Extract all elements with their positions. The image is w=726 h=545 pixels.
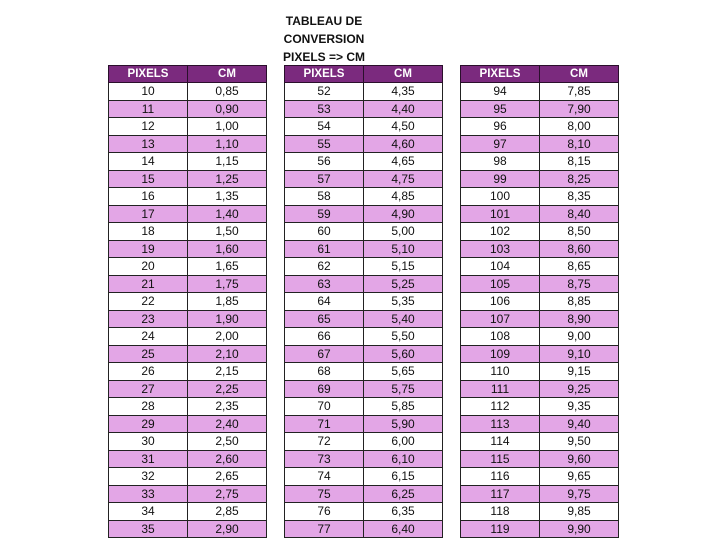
cm-cell: 4,75 <box>364 170 443 188</box>
table-row <box>461 170 619 188</box>
pixels-cell: 24 <box>109 328 188 346</box>
cm-cell: 8,85 <box>540 293 619 311</box>
table-row <box>461 328 619 346</box>
pixels-cell: 68 <box>285 363 364 381</box>
pixels-cell: 12 <box>109 118 188 136</box>
cm-cell: 4,35 <box>364 83 443 101</box>
pixels-cell: 60 <box>285 223 364 241</box>
pixels-cell: 75 <box>285 485 364 503</box>
cm-cell: 2,65 <box>188 468 267 486</box>
table-row <box>461 468 619 486</box>
cm-cell: 5,50 <box>364 328 443 346</box>
cm-cell: 2,10 <box>188 345 267 363</box>
cm-cell: 1,15 <box>188 153 267 171</box>
cm-cell: 2,40 <box>188 415 267 433</box>
pixels-cell: 26 <box>109 363 188 381</box>
table-row <box>285 468 443 486</box>
cm-cell: 2,00 <box>188 328 267 346</box>
cm-cell: 8,40 <box>540 205 619 223</box>
page-title <box>246 12 402 66</box>
pixels-cell: 32 <box>109 468 188 486</box>
conversion-table-3 <box>460 65 619 538</box>
table-row <box>109 170 267 188</box>
pixels-cell: 66 <box>285 328 364 346</box>
cm-cell: 1,10 <box>188 135 267 153</box>
pixels-cell: 76 <box>285 503 364 521</box>
cm-cell: 5,60 <box>364 345 443 363</box>
cm-cell: 9,85 <box>540 503 619 521</box>
table-row <box>285 293 443 311</box>
table-row <box>285 240 443 258</box>
table-row <box>461 223 619 241</box>
table-row <box>109 205 267 223</box>
table-row <box>461 188 619 206</box>
pixels-cell: 113 <box>461 415 540 433</box>
pixels-cell: 55 <box>285 135 364 153</box>
pixels-cell: 54 <box>285 118 364 136</box>
table-row <box>461 83 619 101</box>
table-row <box>461 363 619 381</box>
cm-cell: 4,65 <box>364 153 443 171</box>
cm-cell: 8,60 <box>540 240 619 258</box>
column-header-cm: CM <box>540 66 619 83</box>
table-row <box>461 240 619 258</box>
cm-cell: 9,35 <box>540 398 619 416</box>
pixels-cell: 28 <box>109 398 188 416</box>
table-row <box>109 503 267 521</box>
table-body <box>461 83 619 538</box>
table-row <box>109 328 267 346</box>
table-row <box>285 345 443 363</box>
cm-cell: 0,90 <box>188 100 267 118</box>
table-row <box>285 450 443 468</box>
table-row <box>285 205 443 223</box>
title-line-1: TABLEAU DE CONVERSION <box>283 14 365 46</box>
table-row <box>109 118 267 136</box>
cm-cell: 7,85 <box>540 83 619 101</box>
cm-cell: 2,60 <box>188 450 267 468</box>
cm-cell: 7,90 <box>540 100 619 118</box>
cm-cell: 9,15 <box>540 363 619 381</box>
table-row <box>285 398 443 416</box>
cm-cell: 9,00 <box>540 328 619 346</box>
table-row <box>109 223 267 241</box>
table-row <box>109 520 267 538</box>
cm-cell: 1,60 <box>188 240 267 258</box>
pixels-cell: 35 <box>109 520 188 538</box>
pixels-cell: 102 <box>461 223 540 241</box>
table-row <box>109 188 267 206</box>
table-header-row <box>285 66 443 83</box>
cm-cell: 1,00 <box>188 118 267 136</box>
pixels-cell: 114 <box>461 433 540 451</box>
table-row <box>461 205 619 223</box>
table-row <box>109 345 267 363</box>
pixels-cell: 115 <box>461 450 540 468</box>
table-row <box>285 83 443 101</box>
pixels-cell: 99 <box>461 170 540 188</box>
cm-cell: 1,35 <box>188 188 267 206</box>
pixels-cell: 100 <box>461 188 540 206</box>
pixels-cell: 16 <box>109 188 188 206</box>
cm-cell: 6,35 <box>364 503 443 521</box>
pixels-cell: 29 <box>109 415 188 433</box>
cm-cell: 9,40 <box>540 415 619 433</box>
pixels-cell: 117 <box>461 485 540 503</box>
pixels-cell: 34 <box>109 503 188 521</box>
column-header-pixels: PIXELS <box>285 66 364 83</box>
cm-cell: 6,10 <box>364 450 443 468</box>
table-row <box>285 380 443 398</box>
cm-cell: 9,50 <box>540 433 619 451</box>
pixels-cell: 105 <box>461 275 540 293</box>
pixels-cell: 13 <box>109 135 188 153</box>
table-row <box>461 398 619 416</box>
cm-cell: 2,75 <box>188 485 267 503</box>
table-row <box>461 415 619 433</box>
pixels-cell: 104 <box>461 258 540 276</box>
table-row <box>109 135 267 153</box>
table-row <box>461 503 619 521</box>
pixels-cell: 56 <box>285 153 364 171</box>
table-row <box>109 153 267 171</box>
pixels-cell: 17 <box>109 205 188 223</box>
pixels-cell: 111 <box>461 380 540 398</box>
table-row <box>285 275 443 293</box>
pixels-cell: 25 <box>109 345 188 363</box>
cm-cell: 5,35 <box>364 293 443 311</box>
cm-cell: 2,25 <box>188 380 267 398</box>
column-header-pixels: PIXELS <box>461 66 540 83</box>
table-row <box>109 258 267 276</box>
cm-cell: 8,90 <box>540 310 619 328</box>
cm-cell: 2,90 <box>188 520 267 538</box>
conversion-table-2 <box>284 65 443 538</box>
cm-cell: 4,90 <box>364 205 443 223</box>
cm-cell: 8,35 <box>540 188 619 206</box>
cm-cell: 1,50 <box>188 223 267 241</box>
table-row <box>285 118 443 136</box>
column-header-cm: CM <box>364 66 443 83</box>
table-row <box>109 485 267 503</box>
table-row <box>461 135 619 153</box>
table-row <box>285 363 443 381</box>
table-row <box>285 415 443 433</box>
cm-cell: 6,25 <box>364 485 443 503</box>
pixels-cell: 23 <box>109 310 188 328</box>
cm-cell: 5,65 <box>364 363 443 381</box>
pixels-cell: 72 <box>285 433 364 451</box>
table-row <box>285 520 443 538</box>
pixels-cell: 10 <box>109 83 188 101</box>
table-header-row <box>109 66 267 83</box>
cm-cell: 6,15 <box>364 468 443 486</box>
cm-cell: 9,25 <box>540 380 619 398</box>
pixels-cell: 21 <box>109 275 188 293</box>
pixels-cell: 18 <box>109 223 188 241</box>
table-row <box>109 293 267 311</box>
table-row <box>109 468 267 486</box>
cm-cell: 5,00 <box>364 223 443 241</box>
cm-cell: 8,10 <box>540 135 619 153</box>
cm-cell: 8,25 <box>540 170 619 188</box>
pixels-cell: 52 <box>285 83 364 101</box>
cm-cell: 5,10 <box>364 240 443 258</box>
pixels-cell: 74 <box>285 468 364 486</box>
table-row <box>109 310 267 328</box>
cm-cell: 2,85 <box>188 503 267 521</box>
table-row <box>109 363 267 381</box>
pixels-cell: 95 <box>461 100 540 118</box>
table-row <box>285 223 443 241</box>
table-row <box>461 118 619 136</box>
table-row <box>285 503 443 521</box>
pixels-cell: 77 <box>285 520 364 538</box>
table-row <box>285 153 443 171</box>
pixels-cell: 118 <box>461 503 540 521</box>
pixels-cell: 58 <box>285 188 364 206</box>
table-row <box>461 380 619 398</box>
table-row <box>285 310 443 328</box>
table-row <box>109 398 267 416</box>
table-row <box>285 258 443 276</box>
table-row <box>109 240 267 258</box>
pixels-cell: 101 <box>461 205 540 223</box>
cm-cell: 5,15 <box>364 258 443 276</box>
pixels-cell: 65 <box>285 310 364 328</box>
cm-cell: 2,50 <box>188 433 267 451</box>
pixels-cell: 110 <box>461 363 540 381</box>
cm-cell: 5,85 <box>364 398 443 416</box>
cm-cell: 0,85 <box>188 83 267 101</box>
cm-cell: 9,90 <box>540 520 619 538</box>
cm-cell: 8,75 <box>540 275 619 293</box>
pixels-cell: 59 <box>285 205 364 223</box>
table-body <box>285 83 443 538</box>
pixels-cell: 20 <box>109 258 188 276</box>
table-row <box>461 153 619 171</box>
pixels-cell: 96 <box>461 118 540 136</box>
pixels-cell: 61 <box>285 240 364 258</box>
table-row <box>461 345 619 363</box>
cm-cell: 6,40 <box>364 520 443 538</box>
cm-cell: 4,40 <box>364 100 443 118</box>
column-header-pixels: PIXELS <box>109 66 188 83</box>
pixels-cell: 69 <box>285 380 364 398</box>
pixels-cell: 57 <box>285 170 364 188</box>
pixels-cell: 71 <box>285 415 364 433</box>
cm-cell: 4,85 <box>364 188 443 206</box>
table-row <box>109 275 267 293</box>
cm-cell: 9,75 <box>540 485 619 503</box>
pixels-cell: 103 <box>461 240 540 258</box>
pixels-cell: 70 <box>285 398 364 416</box>
cm-cell: 8,15 <box>540 153 619 171</box>
table-row <box>109 380 267 398</box>
cm-cell: 5,25 <box>364 275 443 293</box>
pixels-cell: 107 <box>461 310 540 328</box>
table-row <box>285 433 443 451</box>
table-row <box>285 100 443 118</box>
cm-cell: 1,65 <box>188 258 267 276</box>
table-row <box>285 170 443 188</box>
cm-cell: 2,35 <box>188 398 267 416</box>
pixels-cell: 31 <box>109 450 188 468</box>
pixels-cell: 27 <box>109 380 188 398</box>
cm-cell: 8,50 <box>540 223 619 241</box>
cm-cell: 1,85 <box>188 293 267 311</box>
pixels-cell: 30 <box>109 433 188 451</box>
table-row <box>285 135 443 153</box>
pixels-cell: 94 <box>461 83 540 101</box>
pixels-cell: 11 <box>109 100 188 118</box>
table-row <box>285 328 443 346</box>
pixels-cell: 73 <box>285 450 364 468</box>
cm-cell: 6,00 <box>364 433 443 451</box>
cm-cell: 8,00 <box>540 118 619 136</box>
table-row <box>461 275 619 293</box>
pixels-cell: 53 <box>285 100 364 118</box>
cm-cell: 5,75 <box>364 380 443 398</box>
table-row <box>109 83 267 101</box>
table-row <box>461 520 619 538</box>
pixels-cell: 62 <box>285 258 364 276</box>
pixels-cell: 98 <box>461 153 540 171</box>
table-row <box>109 433 267 451</box>
cm-cell: 2,15 <box>188 363 267 381</box>
cm-cell: 1,25 <box>188 170 267 188</box>
table-row <box>109 450 267 468</box>
pixels-cell: 112 <box>461 398 540 416</box>
conversion-table-1 <box>108 65 267 538</box>
pixels-cell: 64 <box>285 293 364 311</box>
pixels-cell: 97 <box>461 135 540 153</box>
cm-cell: 1,40 <box>188 205 267 223</box>
table-row <box>461 293 619 311</box>
table-row <box>461 433 619 451</box>
pixels-cell: 14 <box>109 153 188 171</box>
cm-cell: 5,90 <box>364 415 443 433</box>
pixels-cell: 19 <box>109 240 188 258</box>
cm-cell: 9,60 <box>540 450 619 468</box>
cm-cell: 8,65 <box>540 258 619 276</box>
column-header-cm: CM <box>188 66 267 83</box>
table-row <box>461 258 619 276</box>
pixels-cell: 119 <box>461 520 540 538</box>
table-row <box>285 188 443 206</box>
table-body <box>109 83 267 538</box>
cm-cell: 1,75 <box>188 275 267 293</box>
cm-cell: 9,65 <box>540 468 619 486</box>
pixels-cell: 106 <box>461 293 540 311</box>
table-row <box>109 415 267 433</box>
pixels-cell: 22 <box>109 293 188 311</box>
cm-cell: 5,40 <box>364 310 443 328</box>
cm-cell: 1,90 <box>188 310 267 328</box>
table-row <box>461 100 619 118</box>
pixels-cell: 15 <box>109 170 188 188</box>
table-row <box>109 100 267 118</box>
pixels-cell: 108 <box>461 328 540 346</box>
table-header-row <box>461 66 619 83</box>
table-row <box>461 310 619 328</box>
title-line-2: PIXELS => CM <box>282 50 366 64</box>
table-row <box>461 485 619 503</box>
pixels-cell: 33 <box>109 485 188 503</box>
cm-cell: 4,60 <box>364 135 443 153</box>
pixels-cell: 67 <box>285 345 364 363</box>
pixels-cell: 116 <box>461 468 540 486</box>
table-row <box>461 450 619 468</box>
cm-cell: 9,10 <box>540 345 619 363</box>
pixels-cell: 63 <box>285 275 364 293</box>
table-row <box>285 485 443 503</box>
cm-cell: 4,50 <box>364 118 443 136</box>
pixels-cell: 109 <box>461 345 540 363</box>
